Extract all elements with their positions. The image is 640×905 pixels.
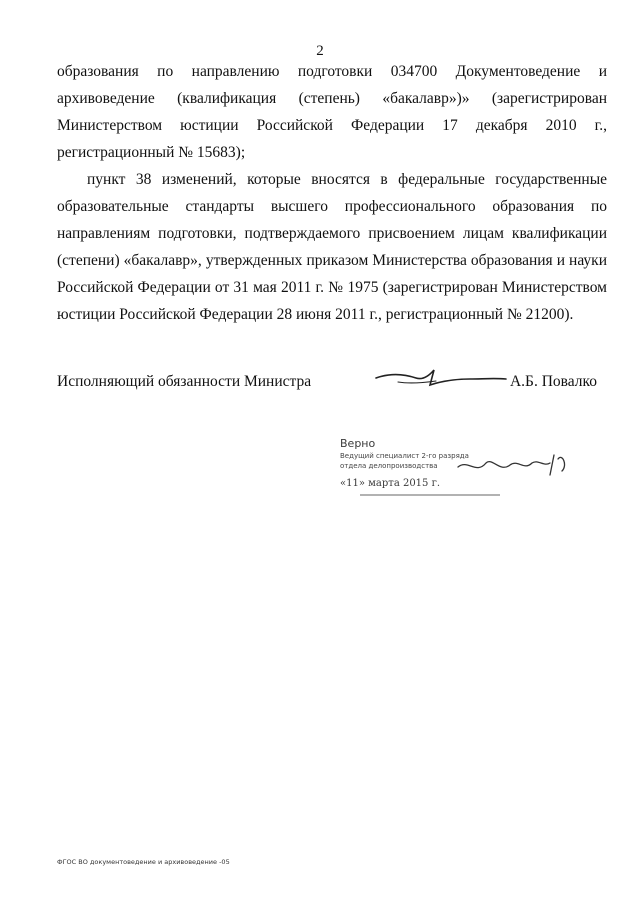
stamp-date: «11» марта 2015 г. bbox=[340, 478, 440, 489]
stamp-department: отдела делопроизводства bbox=[340, 462, 438, 470]
stamp-handwriting-icon bbox=[340, 445, 580, 515]
stamp-position: Ведущий специалист 2-го разряда bbox=[340, 452, 469, 460]
paragraph-item-38: пункт 38 изменений, которые вносятся в федеральные государственные образовательные стандарты высшего профессионального образования по направлениям подготовки, подтверждаемого присвоением лицам квалификации (степени) «бакалавр», утвержденных приказом Министерства образования и науки Российской Федерации от 31 мая 2011 г. № 1975 (зарегистрирован Министерством юстиции Российской Федерации 28 июня 2011 г., регистрационный № 21200). bbox=[57, 171, 607, 323]
footer-note: ФГОС ВО документоведение и архивоведение -05 bbox=[57, 858, 230, 866]
handwritten-signature-icon bbox=[370, 362, 510, 392]
signer-title: Исполняющий обязанности Министра bbox=[57, 373, 312, 390]
stamp-title: Верно bbox=[340, 437, 376, 450]
page-number: 2 bbox=[316, 43, 324, 59]
document-body bbox=[57, 58, 607, 328]
signer-name: А.Б. Повалко bbox=[509, 373, 597, 390]
paragraph-continuation: образования по направлению подготовки 034700 Документоведение и архивоведение (квалификация (степень) «бакалавр»)» (зарегистрирован Министерством юстиции Российской Федерации 17 декабря 2010 г., регистрационный № 15683); bbox=[57, 63, 607, 161]
signature-block bbox=[57, 371, 607, 401]
